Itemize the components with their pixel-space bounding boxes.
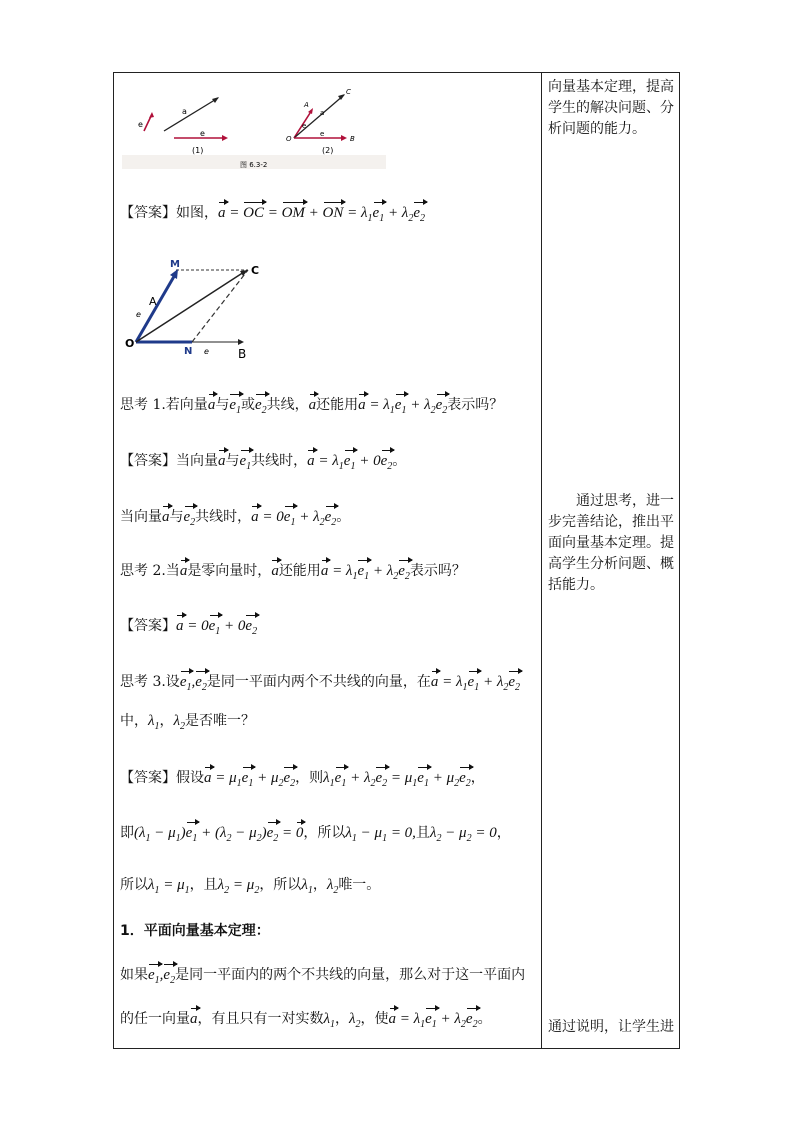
think1-question: 思考 1.若向量a与$e_1$或$e_2$共线，a还能用$a = \lambda_1e_1 + \lambda_2e_2$表示吗？ (120, 395, 503, 421)
fig1-sub2: (2) (322, 146, 334, 155)
figure-parallelogram (122, 255, 272, 365)
fig1-O-label: O (286, 135, 292, 143)
side-note-1: 向量基本定理，提高学生的解决问题、分析问题的能力。 (548, 79, 674, 137)
fig1-e2-label: e (200, 129, 205, 138)
think3-answer-3: 所以$\lambda_1 = \mu_1$，且$\lambda_2 = \mu_2$，所以$\lambda_1$，$\lambda_2$唯一。 (120, 877, 381, 896)
think2-question: 思考 2.当a是零向量时，a还能用$a = \lambda_1e_1 + \lambda_2e_2$表示吗？ (120, 561, 466, 587)
side-note-3: 通过说明，让学生进 (548, 1019, 674, 1035)
think3-answer-1: 【答案】假设$a = \mu_1e_1 + \mu_2e_2$，则$\lambda_1e_1 + \lambda_2e_2 = \mu_1e_1 + \mu_2e_2$， (120, 768, 485, 794)
fig1-a2-label: a (320, 109, 325, 117)
fig1-C-label: C (346, 88, 351, 96)
lesson-table (113, 72, 680, 1049)
theorem-heading: 1．平面向量基本定理： (120, 923, 270, 939)
think3-question-1: 思考 3.设$e_1,e_2$是同一平面内两个不共线的向量，在$a = \lambda_1e_1 + \lambda_2e_2$ (120, 672, 520, 698)
answer1-equation: a = OC = OM + ON = $\lambda_1e_1 + \lambda_2e_2$ (218, 205, 425, 221)
fig1-e1-label: e (138, 120, 143, 129)
fig2-e1-label: e (136, 310, 141, 319)
fig2-A-label: A (149, 295, 157, 308)
answer1-line (120, 203, 425, 229)
fig2-e2-label: e (204, 347, 209, 356)
think3-answer-2: 即$(\lambda_1 - \mu_1)e_1 + (\lambda_2 - \mu_2)e_2 = 0$，所以$\lambda_1 - \mu_1 = 0$,且$\lambda_2 - \mu_2 = 0$， (120, 823, 511, 849)
theorem-line-2: 的任一向量a，有且只有一对实数$\lambda_1$，$\lambda_2$，使$a = \lambda_1e_1 + \lambda_2e_2$。 (120, 1009, 492, 1035)
nc-dashed (192, 270, 248, 342)
fig1-e2b-label: e (320, 130, 325, 138)
fig2-O-label: O (125, 337, 135, 350)
think2-answer: 【答案】$a = 0e_1 + 0e_2$ (120, 616, 257, 642)
think1-answer-1: 【答案】当向量a与$e_1$共线时，$a = \lambda_1e_1 + 0e_2$。 (120, 451, 406, 477)
main-column (114, 73, 541, 1048)
think1-answer-2: 当向量a与$e_2$共线时，$a = 0e_1 + \lambda_2e_2$。 (120, 507, 350, 533)
fig2-B-label: B (238, 347, 247, 361)
fig2-C-label: C (251, 264, 260, 277)
fig1-a-label: a (182, 107, 187, 116)
fig1-caption: 图 6.3-2 (240, 161, 268, 169)
answer1-prefix: 【答案】如图， (120, 205, 218, 221)
side-notes-column (542, 73, 679, 1048)
figure-6-3-2 (122, 81, 392, 173)
fig1-B-label: B (350, 135, 355, 143)
side-note-2: 通过思考，进一步完善结论，推出平面向量基本定理。提高学生分析问题、概括能力。 (548, 493, 674, 593)
fig1-e1b-label: e (302, 122, 307, 130)
a-arrow (164, 98, 218, 131)
fig1-A-label: A (304, 101, 309, 109)
think3-question-2: 中，$\lambda_1$，$\lambda_2$是否唯一？ (120, 713, 255, 732)
oc-arrow (294, 95, 344, 138)
fig1-sub1: (1) (192, 146, 204, 155)
fig2-N-label: N (184, 346, 193, 357)
theorem-line-1: 如果$e_1,e_2$是同一平面内的两个不共线的向量，那么对于这一平面内 (120, 965, 525, 991)
fig2-M-label: M (170, 259, 180, 270)
